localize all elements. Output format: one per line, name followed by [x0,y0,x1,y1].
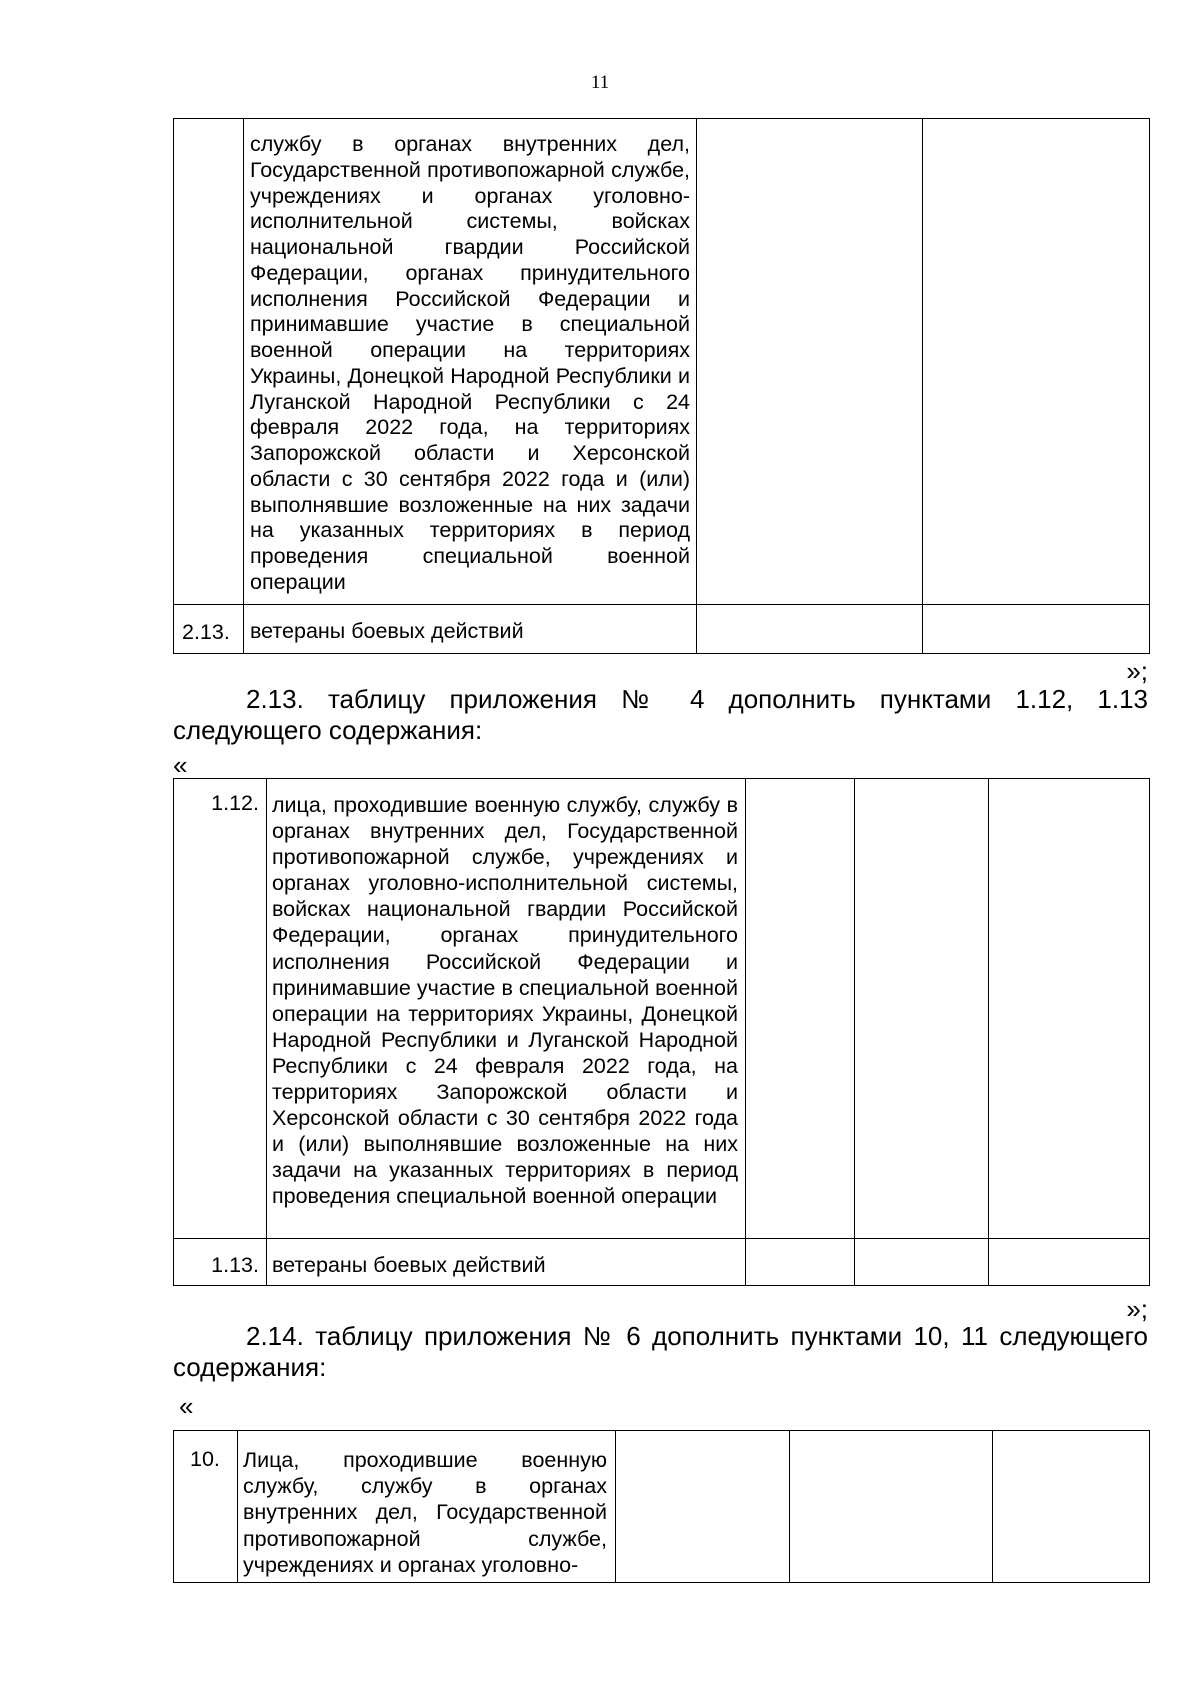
table-cell-empty [697,605,923,654]
table-cell-empty [989,779,1150,1239]
table-cell-number: 2.13. [174,605,244,654]
table-cell-text: лица, проходившие военную службу, службу в органах внутренних дел, Государственной противопожарной службе, учреждениях и органах уголовно-исполнительной системы, войсках национальной гвардии Российской Федерации, органах принудительного исполнения Российской Федерации и принимавшие участие в специальной военной операции на территориях Украины, Донецкой Народной Республики и Луганской Народной Республики с 24 февраля 2022 года, на территориях Запорожской области и Херсонской области с 30 сентября 2022 года и (или) выполнявшие возложенные на них задачи на указанных территориях в период проведения специальной военной операции [272,793,738,1209]
table-cell-empty [855,1239,989,1286]
table-cell-empty [855,779,989,1239]
table-cell-empty [616,1431,790,1583]
table-cell-empty [989,1239,1150,1286]
table-cell-empty [746,779,855,1239]
table-cell-text: ветераны боевых действий [272,1253,546,1277]
table-cell-number [174,779,267,1239]
table-cell-number-text: 1.12. [211,791,259,815]
closing-quote: »; [1126,1294,1148,1324]
table-row [174,605,1150,654]
table-cell-empty [993,1431,1150,1583]
page-number: 11 [590,72,610,93]
table-cell-empty [790,1431,993,1583]
paragraph-2-13: 2.13. таблицу приложения № 4 дополнить пунктами 1.12, 1.13 следующего содержания: [173,684,1148,745]
table-cell-empty [746,1239,855,1286]
closing-quote: »; [1126,656,1148,686]
opening-quote: « [179,1391,194,1421]
table-cell-text: Лица, проходившие военную службу, службу в органах внутренних дел, Государственной противопожарной службе, учреждениях и органах уголовно- [243,1448,607,1577]
table-cell-empty [923,605,1150,654]
table-cell-number-text: 1.13. [211,1253,259,1277]
table-cell-text: службу в органах внутренних дел, Государственной противопожарной службе, учреждениях и органах уголовно-исполнительной системы, войсках национальной гвардии Российской Федерации, органах принудительного исполнения Российской Федерации и принимавшие участие в специальной военной операции на территориях Украины, Донецкой Народной Республики и Луганской Народной Республики с 24 февраля 2022 года, на территориях Запорожской области и Херсонской области с 30 сентября 2022 года и (или) выполнявшие возложенные на них задачи на указанных территориях в период проведения специальной военной операции [250,132,690,594]
table-cell-text: ветераны боевых действий [244,605,697,654]
paragraph-2-14: 2.14. таблицу приложения № 6 дополнить пунктами 10, 11 следующего содержания: [173,1321,1148,1382]
table-row-2-13 [173,604,1150,654]
table-cell-number [174,119,244,605]
table-cell-empty [697,119,923,605]
table-cell-number-text: 10. [190,1447,220,1471]
table-cell-empty [923,119,1150,605]
opening-quote: « [173,750,188,780]
